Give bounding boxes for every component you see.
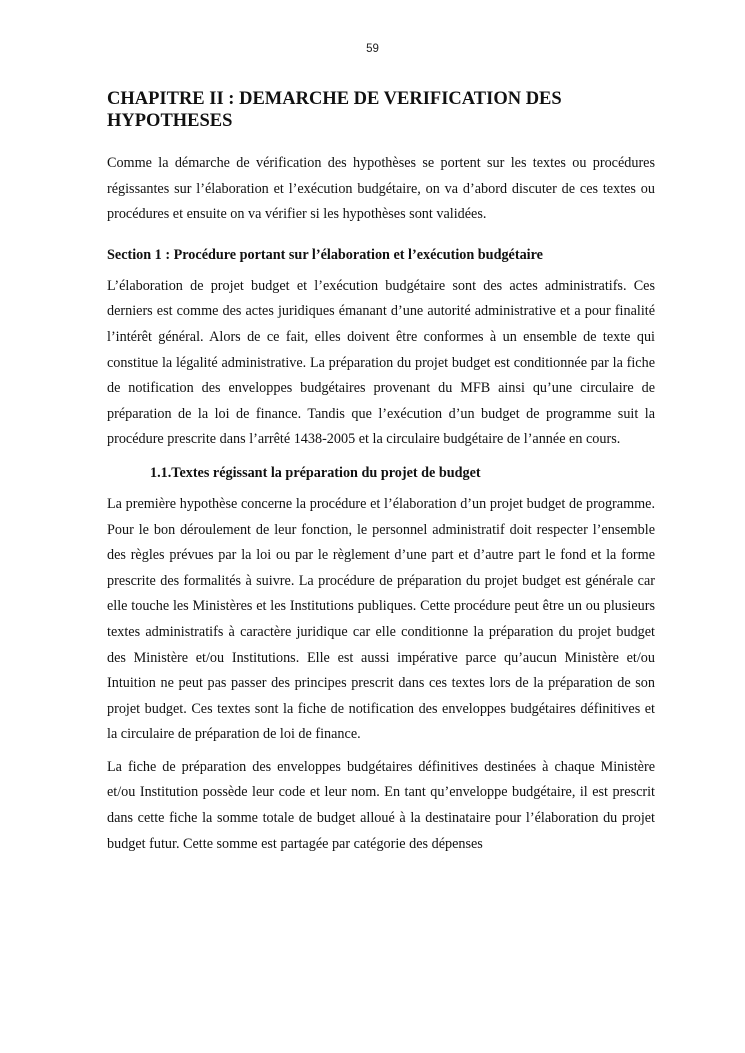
page-number: 59: [366, 43, 379, 55]
intro-paragraph: Comme la démarche de vérification des hypothèses se portent sur les textes ou procédures régissantes sur l’élaboration et l’exécution budgétaire, on va d’abord discuter de ces textes ou procédures et ensuite on va vérifier si les hypothèses sont validées.: [107, 155, 655, 223]
chapter-title: CHAPITRE II : DEMARCHE DE VERIFICATION DES HYPOTHESES: [107, 89, 562, 131]
subsection-paragraph-2: La fiche de préparation des enveloppes budgétaires définitives destinées à chaque Ministère et/ou Institution possède leur code et leur nom. En tant qu’enveloppe budgétaire, il est prescrit dans cette fiche la somme totale de budget alloué à la destinataire pour l’élaboration du projet budget futur. Cette somme est partagée par catégorie des dépenses: [107, 758, 655, 852]
document-body: [107, 88, 655, 864]
section-title: Section 1 : Procédure portant sur l’élaboration et l’exécution budgétaire: [107, 246, 543, 263]
subsection-paragraph-1: La première hypothèse concerne la procédure et l’élaboration d’un projet budget de programme. Pour le bon déroulement de leur fonction, le personnel administratif doit respecter l’ensemble des règles prévues par la loi ou par le règlement d’une part et d’autre part le fond et la forme prescrite des formalités à suivre. La procédure de préparation du projet budget est générale car elle touche les Ministères et les Institutions publiques. Cette procédure peut être un ou plusieurs textes administratifs à caractère juridique car elle conditionne la préparation du projet budget des Ministère et/ou Institutions. Elle est aussi impérative parce qu’aucun Ministère et/ou Intuition ne peut pas passer des principes prescrit dans ces textes lors de la préparation de son projet budget. Ces textes sont la fiche de notification des enveloppes budgétaires définitives et la circulaire de préparation de loi de finance.: [107, 495, 655, 743]
subsection-title: 1.1.Textes régissant la préparation du projet de budget: [150, 464, 481, 481]
section-paragraph: L’élaboration de projet budget et l’exécution budgétaire sont des actes administratifs. Ces derniers est comme des actes juridiques émanant d’une autorité administrative et a pour finalité l’intérêt général. Alors de ce fait, elles doivent être conformes à un ensemble de texte qui constitue la légalité administrative. La préparation du projet budget est conditionnée par la fiche de notification des enveloppes budgétaires provenant du MFB ainsi qu’une circulaire de préparation de la loi de finance. Tandis que l’exécution d’un budget de programme suit la procédure prescrite dans l’arrêté 1438-2005 et la circulaire budgétaire de l’année en cours.: [107, 277, 655, 448]
